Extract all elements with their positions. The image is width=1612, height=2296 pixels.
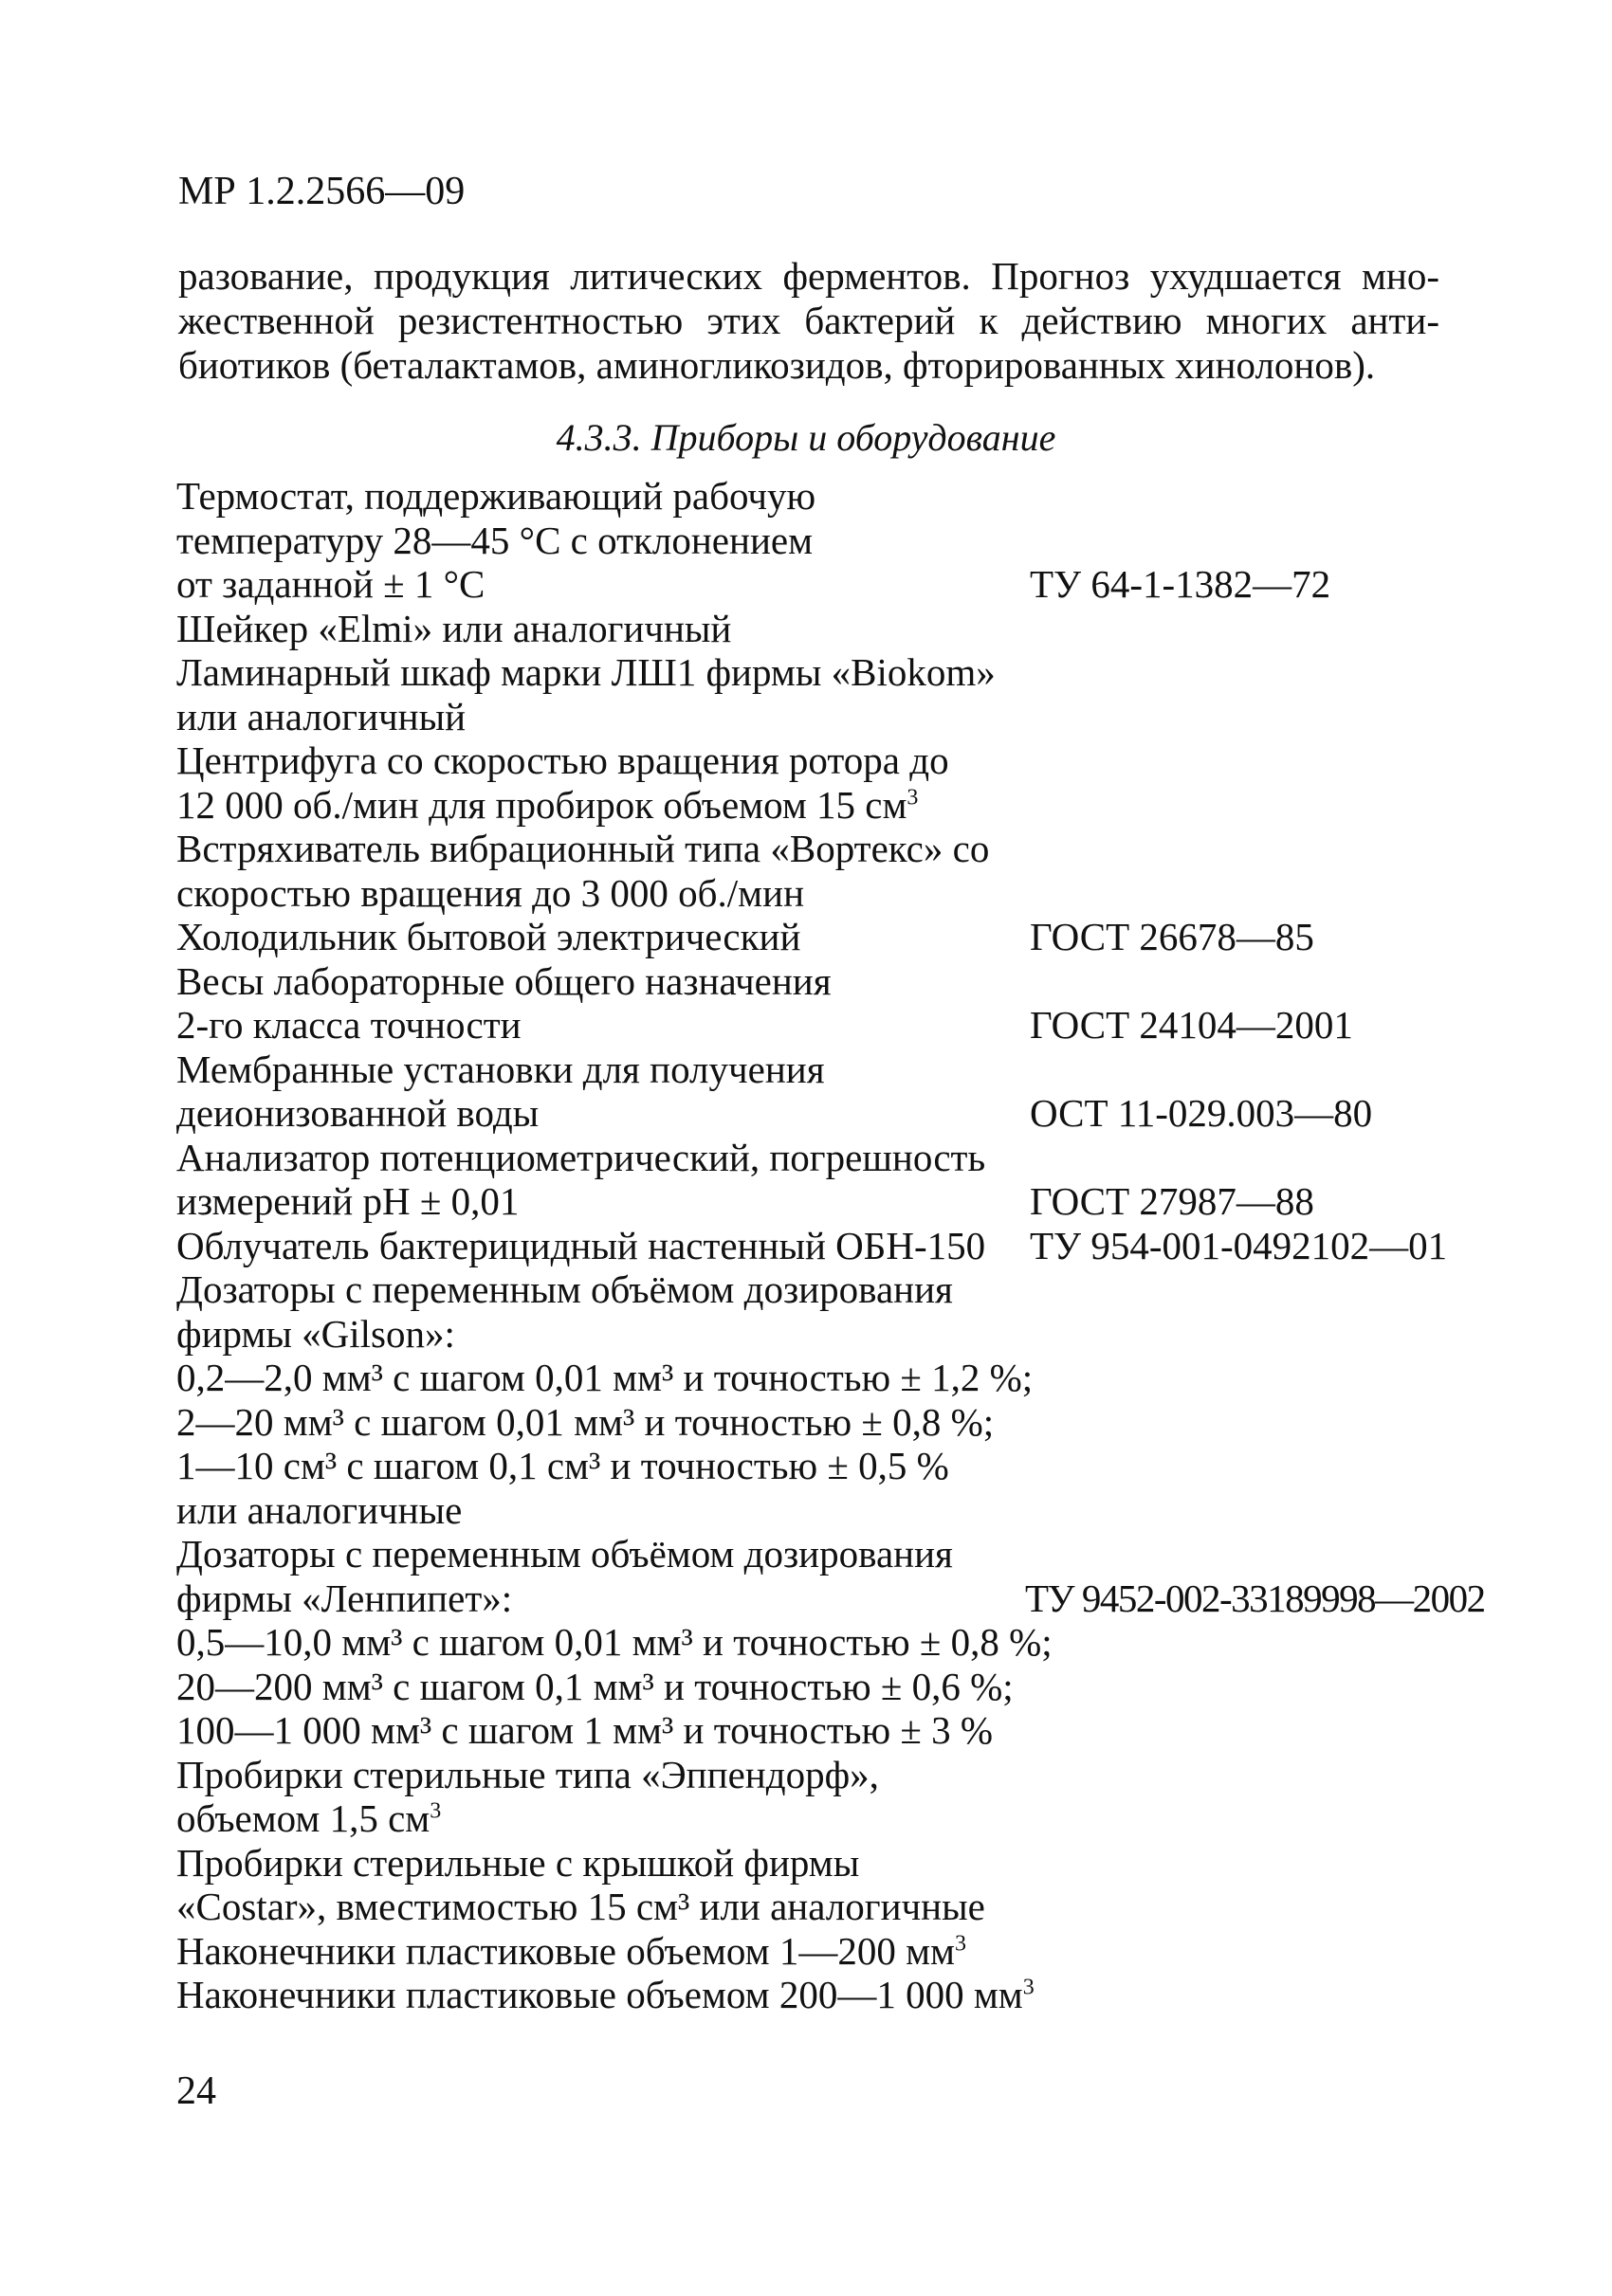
equipment-text [176, 650, 996, 695]
superscript: 3 [907, 784, 919, 810]
document-header: МР 1.2.2566—09 [178, 170, 466, 213]
equipment-row [176, 827, 1504, 871]
equipment-row [176, 738, 1504, 783]
equipment-text-main: 2—20 мм³ с шагом 0,01 мм³ и точностью ± 0,8 %; [176, 1399, 995, 1444]
equipment-text [176, 783, 918, 828]
equipment-text-main: Наконечники пластиковые объемом 1—200 мм [176, 1928, 955, 1973]
equipment-text [176, 1048, 825, 1092]
equipment-text [176, 1576, 512, 1621]
equipment-text [176, 738, 949, 783]
equipment-row [176, 1576, 1504, 1621]
equipment-text-main: Пробирки стерильные типа «Эппендорф», [176, 1752, 879, 1796]
equipment-text [176, 695, 466, 739]
equipment-text [176, 1929, 966, 1974]
equipment-row [176, 871, 1504, 916]
standard-reference: ГОСТ 26678—85 [1030, 915, 1314, 958]
equipment-text-main: или аналогичный [176, 694, 467, 738]
equipment-text-main: Облучатель бактерицидный настенный ОБН-150 [176, 1223, 986, 1267]
equipment-text [176, 562, 485, 607]
equipment-text [176, 1400, 994, 1445]
equipment-text-main: деионизованной воды [176, 1091, 540, 1135]
equipment-text [176, 959, 832, 1004]
equipment-text [176, 1312, 455, 1357]
equipment-row [176, 1048, 1504, 1092]
equipment-text [176, 1444, 949, 1488]
equipment-text-main: 20—200 мм³ с шагом 0,1 мм³ и точностью ± 0,6 %; [176, 1664, 1014, 1708]
equipment-text-main: Шейкер «Elmi» или аналогичный [176, 606, 732, 650]
equipment-text-main: 12 000 об./мин для пробирок объемом 15 см [176, 782, 907, 827]
equipment-text-main: 0,2—2,0 мм³ с шагом 0,01 мм³ и точностью ± 1,2 %; [176, 1356, 1034, 1399]
equipment-row [176, 650, 1504, 695]
equipment-text-main: Весы лабораторные общего назначения [176, 958, 832, 1003]
equipment-text [176, 915, 800, 959]
equipment-list [176, 474, 1504, 2017]
equipment-text [176, 1753, 879, 1797]
equipment-row [176, 1091, 1504, 1136]
equipment-text [176, 1665, 1014, 1709]
equipment-row [176, 915, 1504, 959]
equipment-row [176, 474, 1504, 519]
equipment-text [176, 1973, 1035, 2017]
equipment-text [176, 827, 989, 871]
equipment-text-main: 2-го класса точности [176, 1003, 522, 1047]
standard-reference: ОСТ 11-029.003—80 [1030, 1091, 1373, 1135]
equipment-text-main: Центрифуга со скоростью вращения ротора до [176, 738, 949, 782]
equipment-text [176, 1179, 519, 1224]
equipment-text-main: фирмы «Ленпипет»: [176, 1576, 513, 1620]
equipment-row [176, 959, 1504, 1004]
equipment-text-main: Мембранные установки для получения [176, 1047, 825, 1091]
equipment-text [176, 871, 804, 916]
equipment-text-main: Холодильник бытовой электрический [176, 915, 801, 958]
equipment-row [176, 1708, 1504, 1753]
intro-line: разование, продукция литических ферментов. Прогноз ухудшается мно- [178, 254, 1439, 298]
equipment-text-main: 100—1 000 мм³ с шагом 1 мм³ и точностью ± 3 % [176, 1708, 993, 1752]
intro-paragraph [178, 254, 1439, 388]
equipment-row [176, 1973, 1504, 2017]
equipment-row [176, 1532, 1504, 1576]
equipment-row [176, 519, 1504, 563]
equipment-text-main: Анализатор потенциометрический, погрешность [176, 1135, 986, 1179]
equipment-text [176, 1091, 539, 1136]
equipment-row [176, 1620, 1504, 1665]
equipment-text [176, 1885, 985, 1929]
equipment-row [176, 1267, 1504, 1312]
equipment-row [176, 1179, 1504, 1224]
standard-reference: ТУ 64-1-1382—72 [1030, 562, 1331, 606]
equipment-row [176, 562, 1504, 607]
equipment-text-main: Ламинарный шкаф марки ЛШ1 фирмы «Biokom» [176, 650, 996, 694]
standard-reference: ГОСТ 24104—2001 [1030, 1003, 1353, 1047]
equipment-text [176, 1488, 462, 1533]
equipment-text [176, 1356, 1033, 1400]
standard-reference: ТУ 954-001-0492102—01 [1030, 1223, 1448, 1267]
equipment-text [176, 1267, 953, 1312]
equipment-row [176, 695, 1504, 739]
equipment-text-main: 1—10 см³ с шагом 0,1 см³ и точностью ± 0,5 % [176, 1444, 949, 1487]
equipment-text [176, 1003, 522, 1048]
intro-line: биотиков (беталактамов, аминогликозидов, фторированных хинолонов). [178, 343, 1376, 387]
equipment-text-main: от заданной ± 1 °С [176, 562, 485, 606]
equipment-text-main: Встряхиватель вибрационный типа «Вортекс» со [176, 827, 990, 870]
equipment-text-main: объемом 1,5 см [176, 1796, 430, 1840]
equipment-row [176, 1753, 1504, 1797]
equipment-text-main: «Costar», вместимостью 15 см³ или аналогичные [176, 1885, 985, 1928]
equipment-row [176, 1224, 1504, 1268]
equipment-text [176, 1841, 859, 1886]
equipment-row [176, 1444, 1504, 1488]
equipment-row [176, 783, 1504, 828]
intro-line: жественной резистентностью этих бактерий к действию многих анти- [178, 299, 1439, 342]
equipment-row [176, 1841, 1504, 1886]
equipment-row [176, 607, 1504, 651]
equipment-text-main: Наконечники пластиковые объемом 200—1 000 мм [176, 1973, 1023, 2016]
equipment-text [176, 1796, 441, 1841]
equipment-row [176, 1665, 1504, 1709]
equipment-row [176, 1312, 1504, 1357]
equipment-text-main: Пробирки стерильные с крышкой фирмы [176, 1840, 860, 1885]
superscript: 3 [954, 1930, 966, 1956]
section-title: 4.3.3. Приборы и оборудование [556, 416, 1056, 459]
equipment-text [176, 1708, 993, 1753]
equipment-row [176, 1929, 1504, 1974]
equipment-row [176, 1885, 1504, 1929]
equipment-row [176, 1136, 1504, 1180]
equipment-text-main: 0,5—10,0 мм³ с шагом 0,01 мм³ и точностью ± 0,8 %; [176, 1620, 1053, 1664]
equipment-text [176, 1224, 985, 1268]
equipment-row [176, 1003, 1504, 1048]
equipment-text [176, 1136, 985, 1180]
equipment-text-main: фирмы «Gilson»: [176, 1311, 455, 1356]
superscript: 3 [430, 1798, 442, 1824]
equipment-text-main: измерений pH ± 0,01 [176, 1179, 520, 1223]
equipment-text [176, 1620, 1053, 1665]
equipment-row [176, 1796, 1504, 1841]
equipment-row [176, 1400, 1504, 1445]
standard-reference: ТУ 9452-002-33189998—2002 [1025, 1576, 1485, 1620]
equipment-row [176, 1488, 1504, 1533]
equipment-text [176, 474, 815, 519]
equipment-text [176, 1532, 953, 1576]
equipment-text-main: скоростью вращения до 3 000 об./мин [176, 870, 805, 915]
page-number: 24 [176, 2069, 216, 2113]
equipment-text-main: Термостат, поддерживающий рабочую [176, 474, 816, 518]
equipment-text-main: или аналогичные [176, 1487, 463, 1532]
superscript: 3 [1022, 1975, 1035, 2000]
equipment-text-main: Дозаторы с переменным объёмом дозирования [176, 1532, 953, 1576]
equipment-text [176, 607, 731, 651]
equipment-text-main: Дозаторы с переменным объёмом дозирования [176, 1267, 953, 1311]
equipment-text-main: температуру 28—45 °С с отклонением [176, 518, 814, 562]
equipment-row [176, 1356, 1504, 1400]
standard-reference: ГОСТ 27987—88 [1030, 1179, 1314, 1223]
equipment-text [176, 519, 813, 563]
